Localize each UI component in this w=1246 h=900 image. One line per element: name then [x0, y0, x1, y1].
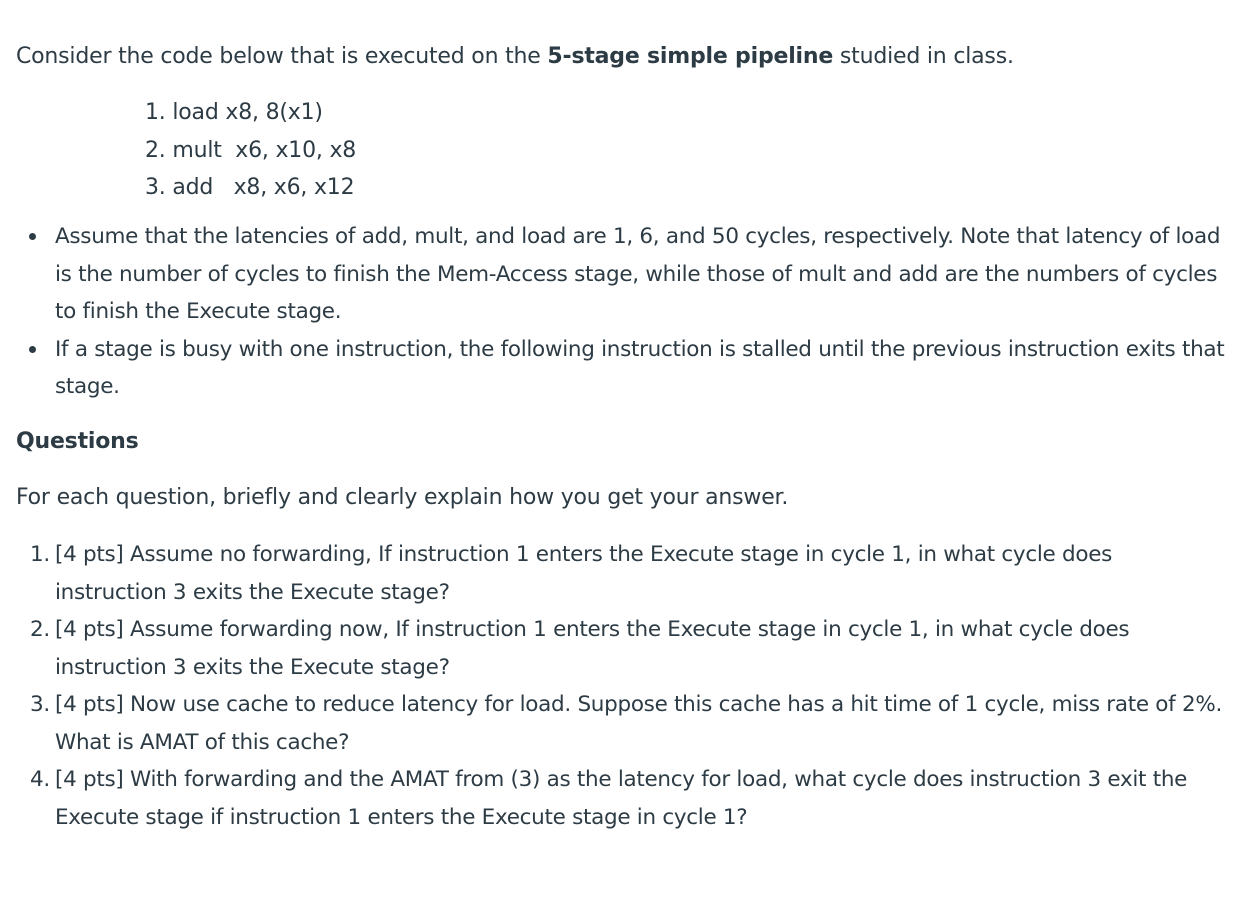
question-number: 2. — [30, 617, 50, 642]
question-item — [0, 536, 1226, 611]
code-listing — [145, 96, 356, 209]
question-item — [0, 611, 1226, 686]
code-line: 3. add x8, x6, x12 — [145, 175, 355, 200]
intro-paragraph — [16, 40, 1014, 74]
assumption-text: If a stage is busy with one instruction, the following instruction is stalled until the previous instruction exits that stage. — [55, 336, 1225, 399]
instructions-text: For each question, briefly and clearly explain how you get your answer. — [16, 485, 789, 510]
question-text: [4 pts] Assume forwarding now, If instruction 1 enters the Execute stage in cycle 1, in what cycle does instruction 3 exits the Execute stage? — [55, 617, 1130, 680]
intro-text-before: Consider the code below that is executed on the — [16, 44, 548, 69]
intro-text-after: studied in class. — [833, 44, 1014, 69]
question-text: [4 pts] Assume no forwarding, If instruction 1 enters the Execute stage in cycle 1, in what cycle does instruction 3 exits the Execute stage? — [55, 542, 1113, 605]
question-item — [0, 686, 1226, 761]
question-item — [0, 761, 1226, 836]
question-number: 3. — [30, 692, 50, 717]
bullet-icon — [29, 233, 36, 240]
bullet-icon — [29, 346, 36, 353]
assumption-item — [0, 331, 1240, 406]
assumption-item — [0, 218, 1240, 331]
assumptions-list — [0, 218, 1240, 406]
question-text: [4 pts] Now use cache to reduce latency for load. Suppose this cache has a hit time of 1 cycle, miss rate of 2%. What is AMAT of this cache? — [55, 692, 1222, 755]
question-number: 4. — [30, 767, 50, 792]
questions-list — [0, 536, 1226, 836]
assumption-text: Assume that the latencies of add, mult, and load are 1, 6, and 50 cycles, respectively. Note that latency of load is the number of cycles to finish the Mem-Access stage, while those of mult and add are the numbers of cycles to finish the Execute stage. — [55, 224, 1221, 324]
questions-heading: Questions — [16, 429, 139, 454]
code-line: 1. load x8, 8(x1) — [145, 100, 323, 125]
intro-bold-pipeline: 5-stage simple pipeline — [547, 44, 834, 69]
question-number: 1. — [30, 542, 50, 567]
code-line: 2. mult x6, x10, x8 — [145, 137, 357, 163]
question-text: [4 pts] With forwarding and the AMAT from (3) as the latency for load, what cycle does instruction 3 exit the Execute stage if instruction 1 enters the Execute stage in cycle 1? — [55, 767, 1188, 830]
